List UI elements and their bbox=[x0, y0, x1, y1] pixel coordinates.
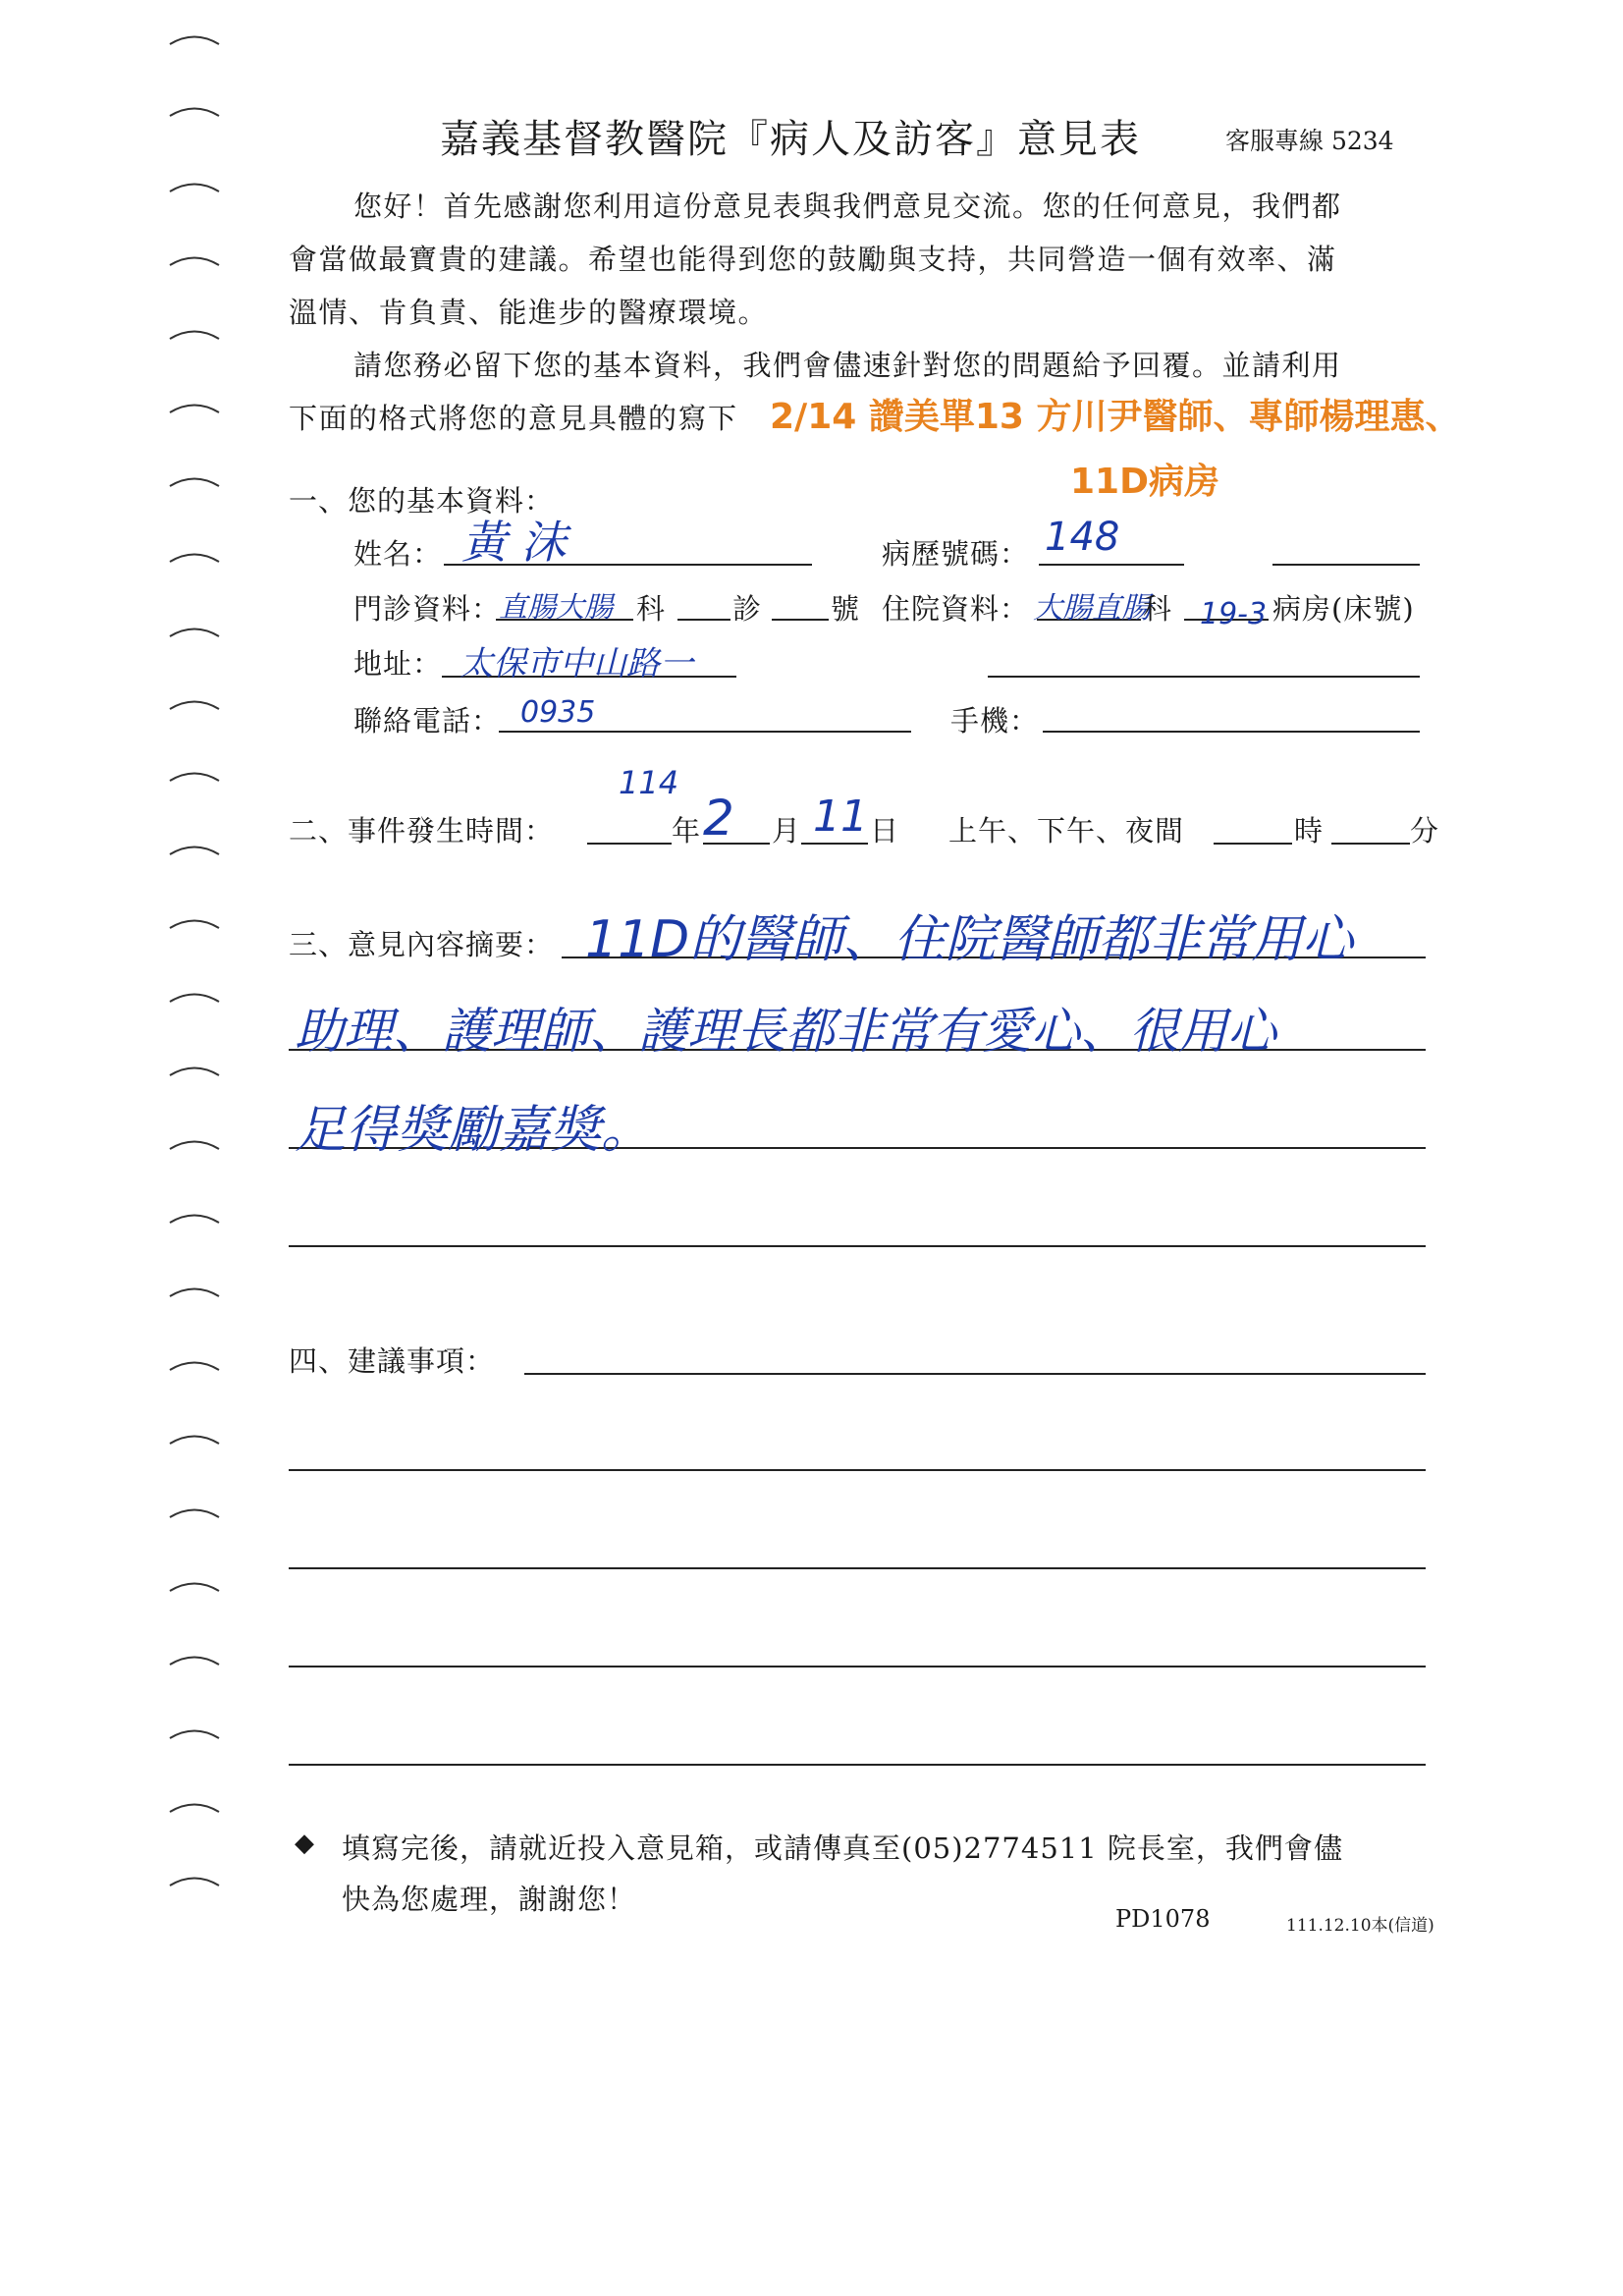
address-field-line-2 bbox=[988, 676, 1420, 678]
section-suggestion-heading: 四、建議事項： bbox=[289, 1344, 496, 1378]
record-number-field-line-1 bbox=[1039, 564, 1184, 566]
binder-holes bbox=[165, 0, 224, 1964]
diamond-bullet-icon: ◆ bbox=[295, 1829, 315, 1858]
suggestion-line-5 bbox=[289, 1764, 1426, 1766]
service-hotline: 客服專線 5234 bbox=[1225, 127, 1394, 155]
number-field-line bbox=[772, 619, 829, 621]
mobile-field-line bbox=[1043, 731, 1420, 733]
day-label: 日 bbox=[870, 814, 900, 847]
intro-line-4: 請您務必留下您的基本資料，我們會儘速針對您的問題給予回覆。並請利用 bbox=[353, 349, 1342, 382]
opinion-text-1: 11D的醫師、住院醫師都非常用心 bbox=[585, 910, 1354, 969]
year-label: 年 bbox=[672, 814, 702, 847]
suggestion-line-1 bbox=[524, 1373, 1426, 1375]
day-value: 11 bbox=[813, 792, 868, 842]
mobile-label: 手機： bbox=[950, 704, 1040, 738]
section-opinion-heading: 三、意見內容摘要： bbox=[289, 928, 555, 961]
opinion-text-2: 助理、護理師、護理長都非常有愛心、很用心 bbox=[295, 1003, 1276, 1060]
footer-instruction-line-1: 填寫完後，請就近投入意見箱，或請傳真至(05)2774511 院長室，我們會儘 bbox=[342, 1831, 1343, 1865]
time-period-label: 上午、下午、夜間 bbox=[948, 814, 1185, 847]
name-value: 黃 沫 bbox=[461, 516, 567, 569]
intro-line-3: 溫情、肯負責、能進步的醫療環境。 bbox=[289, 296, 769, 329]
record-number-value: 148 bbox=[1045, 515, 1120, 560]
number-label: 號 bbox=[831, 592, 861, 626]
footer-instruction-line-2: 快為您處理，謝謝您！ bbox=[342, 1883, 637, 1916]
intro-line-5: 下面的格式將您的意見具體的寫下 bbox=[289, 402, 738, 435]
section-event-time-heading: 二、事件發生時間： bbox=[289, 814, 555, 847]
opinion-text-3: 足得獎勵嘉獎。 bbox=[295, 1101, 653, 1160]
address-label: 地址： bbox=[353, 647, 443, 681]
month-value: 2 bbox=[703, 790, 734, 847]
ward-value: 19-3 bbox=[1200, 597, 1268, 631]
outpatient-label: 門診資料： bbox=[353, 592, 502, 626]
form-version: 111.12.10本(信道) bbox=[1286, 1916, 1434, 1936]
record-number-field-line-2 bbox=[1272, 564, 1420, 566]
form-code: PD1078 bbox=[1115, 1905, 1211, 1933]
inpatient-label: 住院資料： bbox=[882, 592, 1030, 626]
day-field-line bbox=[801, 843, 868, 845]
intro-line-2: 會當做最寶貴的建議。希望也能得到您的鼓勵與支持，共同營造一個有效率、滿 bbox=[289, 243, 1337, 276]
address-value: 太保市中山路一 bbox=[460, 644, 693, 683]
phone-field-line bbox=[499, 731, 911, 733]
clinic-field-line bbox=[677, 619, 730, 621]
opinion-line-4 bbox=[289, 1245, 1426, 1247]
hour-field-line bbox=[1214, 843, 1292, 845]
form-title: 嘉義基督教醫院『病人及訪客』意見表 bbox=[440, 117, 1141, 162]
minute-field-line bbox=[1331, 843, 1410, 845]
record-number-label: 病歷號碼： bbox=[882, 537, 1030, 571]
year-field-line bbox=[587, 843, 672, 845]
praise-annotation-line-2: 11D病房 bbox=[1070, 462, 1219, 502]
year-value: 114 bbox=[619, 764, 679, 801]
clinic-label: 診 bbox=[732, 592, 763, 626]
phone-label: 聯絡電話： bbox=[353, 704, 502, 738]
name-label: 姓名： bbox=[353, 537, 443, 571]
suggestion-line-3 bbox=[289, 1567, 1426, 1569]
inpatient-dept-suffix: 科 bbox=[1143, 592, 1173, 626]
outpatient-dept-value: 直腸大腸 bbox=[499, 590, 614, 624]
hour-label: 時 bbox=[1294, 814, 1325, 847]
praise-annotation-line-1: 2/14 讚美單13 方川尹醫師、專師楊理惠、 bbox=[770, 397, 1461, 437]
suggestion-line-4 bbox=[289, 1666, 1426, 1667]
minute-label: 分 bbox=[1410, 814, 1440, 847]
outpatient-dept-suffix: 科 bbox=[636, 592, 667, 626]
inpatient-dept-value: 大腸直腸 bbox=[1033, 591, 1151, 626]
month-label: 月 bbox=[772, 814, 802, 847]
suggestion-line-2 bbox=[289, 1469, 1426, 1471]
section-basic-info-heading: 一、您的基本資料： bbox=[289, 484, 555, 518]
intro-line-1: 您好！首先感謝您利用這份意見表與我們意見交流。您的任何意見，我們都 bbox=[353, 190, 1342, 223]
phone-value: 0935 bbox=[520, 695, 596, 730]
ward-label: 病房(床號) bbox=[1272, 592, 1415, 626]
